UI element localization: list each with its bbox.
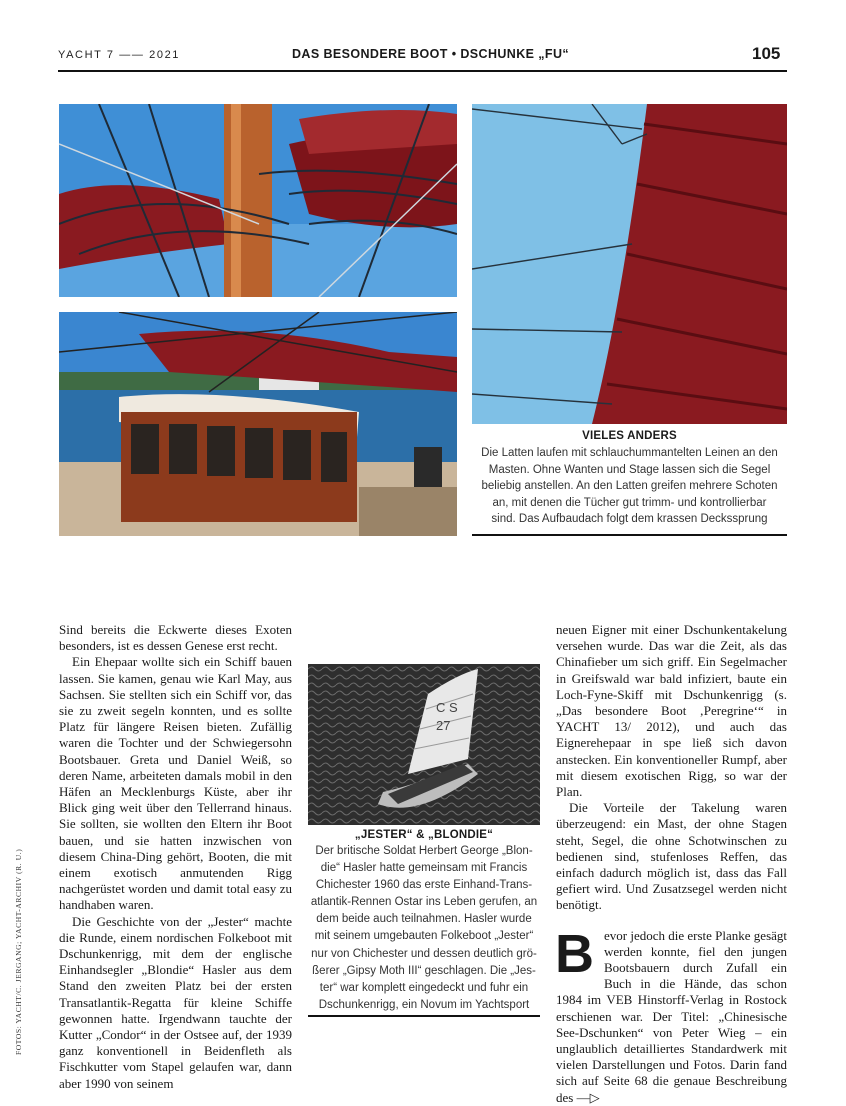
caption-rule <box>472 534 787 536</box>
caption-line: nur von Chichester und dessen deutlich grö- <box>311 947 537 960</box>
magazine-issue: YACHT 7 —— 2021 <box>58 49 181 61</box>
caption-line: beliebig anstellen. An den Latten greifen mehrere Schoten <box>481 480 778 492</box>
caption-line: an, mit denen die Tücher gut trimm- und kontrollierbar <box>492 496 767 509</box>
paragraph-dropcap <box>555 923 788 1106</box>
article-column-3 <box>556 622 787 1106</box>
sail-number: 27 <box>436 718 451 733</box>
paragraph: Die Vorteile der Takelung waren überzeugend: ein Mast, der ohne Stagen steht, Segel, die ohne Schotwinschen zu bedienen sind, stufenloses Reffen, das einfach dadurch möglich ist, dass das Fall gefiert wird. Und Zusatzsegel werden nicht benötigt. <box>556 800 787 913</box>
paragraph: Ein Ehepaar wollte sich ein Schiff bauen lassen. Sie kamen, genau wie Karl May, aus Sachsen. Sie stellten sich ein Schiff vor, das sie zu zweit segeln konnten, und es sollte Platz für längere Reisen bieten. Zufällig waren die Tochter und der Schwiegersohn Bootsbauer. Greta und Daniel Weiß, so deren Name, arbeiteten damals mobil in den Häfen an Mecklenburgs Küste, aber ihr Blick ging weit über den Tellerrand hinaus. Sie sollten, sie wollten den Eltern ihr Boot bauen, und sie hatten inzwischen von diesem China-Ding gehört, Booten, die mit einem exotisch anmutenden Rigg nachgerüstet worden und damit total easy zu handhaben waren. <box>59 654 292 913</box>
caption-center-body <box>308 843 540 1014</box>
photo-top-left <box>59 104 457 297</box>
caption-line: sind. Das Aufbaudach folgt dem krassen Deckssprung <box>491 513 768 525</box>
caption-line: ter“ war komplett eingedeckt und fuhr ein <box>319 981 529 994</box>
paragraph: neuen Eigner mit einer Dschunkentakelung versehen wurde. Das war die Zeit, als das Chinafieber um sich griff. Ein Segelmacher in Greifswald war bald infiziert, baute ein Loch-Fyne-Skiff mit Dschunkenrigg (s. „Das besondere Boot ‚Peregrine‘“ in YACHT 13/ 2012), und auch das Eignerehepaar in spe ließ sich davon anstecken. Ein konventioneller Rumpf, aber mit diesem exotischen Rigg, so war der Plan. <box>556 622 787 800</box>
caption-line: ßerer „Gipsy Moth III“ geschlagen. Die „Jes- <box>312 964 536 977</box>
caption-center-title: „JESTER“ & „BLONDIE“ <box>354 829 494 841</box>
drop-cap: B <box>555 923 594 984</box>
caption-line: Masten. Ohne Wanten und Stage lassen sich die Segel <box>488 463 771 476</box>
paragraph-text: evor jedoch die erste Planke gesägt werden konnte, fiel den jungen Bootsbauern durch Zufall ein Buch in die Hände, das schon 1984 im VEB Hinstorff-Verlag in Rostock erschienen war. Der Titel: „Chinesische See-Dschunken“ von Peter Wieg – ein unglaublich detailliertes Standardwerk mit vielen Darstellungen und Fotos. Darin fand sich auf Seite 68 die genaue Beschreibung des <box>556 927 788 1105</box>
paragraph: Die Geschichte von der „Jester“ machte die Runde, einem nordischen Folkeboot mit Dschunkenrigg, mit dem der englische Einhandsegler „Blondie“ Hasler aus dem Stand den zweiten Platz bei der ersten Transatlantik-Regatta für kleine Schiffe gewonnen hatte. Irgendwann tauchte der Kutter „Condor“ in der Ostsee auf, der 1939 ganz konventionell in Beidenfleth als Fischkutter vom Stapel gelaufen war, dann aber 1990 von seinem <box>59 913 292 1091</box>
header-rule <box>58 70 787 72</box>
photo-jester <box>308 664 540 825</box>
sail-letters: C S <box>436 700 458 715</box>
caption-line: Dschunkenrigg, ein Novum im Yachtsport <box>318 998 530 1011</box>
photo-right <box>472 104 787 424</box>
caption-line: Chichester 1960 das erste Einhand-Trans- <box>315 879 533 892</box>
caption-line: die“ Hasler hatte gemeinsam mit Francis <box>320 862 528 875</box>
caption-rule <box>308 1015 540 1017</box>
section-title: DAS BESONDERE BOOT • DSCHUNKE „FU“ <box>292 47 570 61</box>
caption-line: Der britische Soldat Herbert George „Blon- <box>315 845 533 857</box>
continue-arrow-icon: —▷ <box>576 1089 600 1105</box>
paragraph: Sind bereits die Eckwerte dieses Exoten besonders, ist es dessen Genese erst recht. <box>59 622 292 654</box>
caption-right-body <box>472 445 787 528</box>
photo-credit <box>14 848 28 1055</box>
page-number: 105 <box>752 44 781 63</box>
caption-line: atlantik-Rennen Ostar ins Leben gerufen, an <box>310 896 538 909</box>
photo-credit-text: FOTOS: YACHT/C. JERGANG; YACHT-ARCHIV (R. U.) <box>14 848 23 1055</box>
caption-line: dem beide auch teilnahmen. Hasler wurde <box>316 913 532 926</box>
caption-line: Die Latten laufen mit schlauchummantelten Leinen an den <box>481 447 778 459</box>
caption-line: mit seinem umgebauten Folkeboot „Jester“ <box>314 930 534 943</box>
photo-bottom-left <box>59 312 457 536</box>
caption-right-title: VIELES ANDERS <box>582 430 677 442</box>
article-column-1 <box>59 622 292 1092</box>
